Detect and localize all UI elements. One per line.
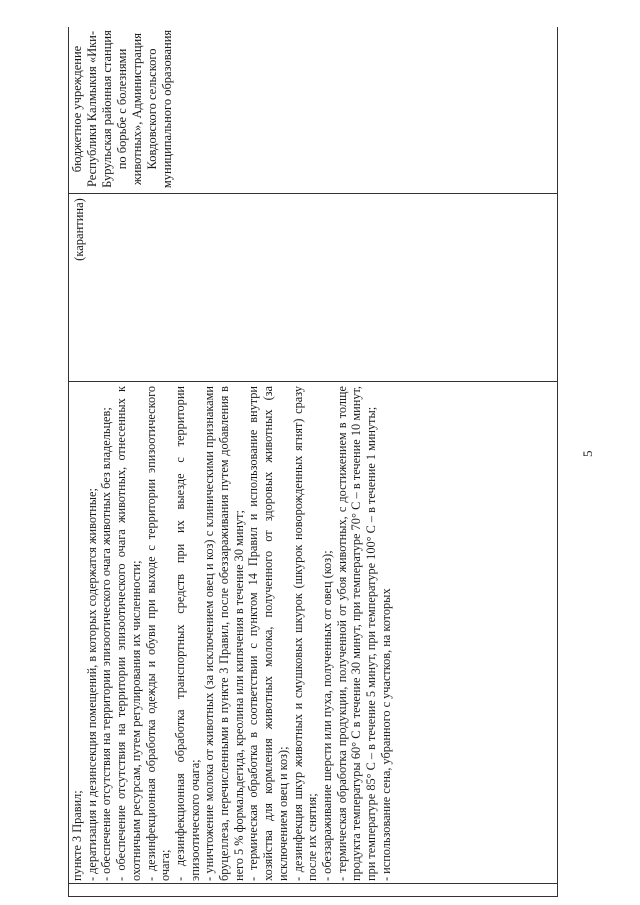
measure-item: - дезинфекционная обработка транспортных средств при их выезде с территории эпизоотического очага; [172, 386, 202, 881]
table-column-divider-3 [68, 193, 558, 194]
measure-item: - обеспечение отсутствия на территории эпизоотического очага животных, отнесенных к охотничьим ресурсам, путем регулирования их численности; [114, 386, 143, 881]
table-border-top [68, 27, 69, 897]
responsible-cell: бюджетное учреждение Республики Калмыкия «Ики-Бурульская районная станция по борьбе с болезнями животных», Администрация Ковдовского сельского муниципального образования [70, 29, 174, 189]
measures-cell [70, 386, 393, 881]
table-column-divider-2 [68, 381, 558, 382]
measure-item: - дератизация и дезинсекция помещений, в которых содержатся животные; [84, 488, 99, 881]
measure-item: - термическая обработка продукции, полученной от убоя животных, с достижением в толще продукта температуры 60° С в течение 30 минут, при температуре 70° С – в течение 10 минут, при температуре 85° С – в течение 5 минут, при температуре 100° С – в течение 1 минуты; [334, 386, 379, 881]
measure-item: пункте 3 Правил; [70, 790, 84, 881]
measure-item: - обеспечение отсутствия на территории эпизоотического очага животных без владельцев; [99, 407, 114, 881]
measure-item: - использование сена, убранного с участков, на которых [378, 588, 393, 881]
measure-item: - уничтожение молока от животных (за исключением овец и коз) с клиническими признаками бруцеллеза, перечисленными в пункте 3 Правил, после обеззараживания путем добавления в него 5 % формальдегида, креолина или кипячения в течение 30 минут; [202, 386, 246, 881]
table-column-divider-1 [68, 883, 558, 884]
measure-item: - дезинфекция шкур животных и смушковых шкурок (шкурок новорожденных ягнят) сразу после их снятия; [290, 386, 320, 881]
measure-item: - термическая обработка в соответствии с пунктом 14 Правил и использование внутри хозяйства для кормления животных молока, полученного от здоровых животных (за исключением овец и коз); [246, 386, 290, 881]
page-number: 5 [580, 450, 595, 457]
measure-item: - обеззараживание шерсти или пуха, полученных от овец (коз); [319, 550, 334, 881]
table-border-bottom [557, 27, 558, 897]
measures-table [68, 27, 558, 897]
term-cell: (карантина) [72, 198, 86, 261]
table-border-left [68, 896, 558, 897]
measure-item: - дезинфекционная обработка одежды и обуви при выходе с территории эпизоотического очага; [143, 386, 173, 881]
